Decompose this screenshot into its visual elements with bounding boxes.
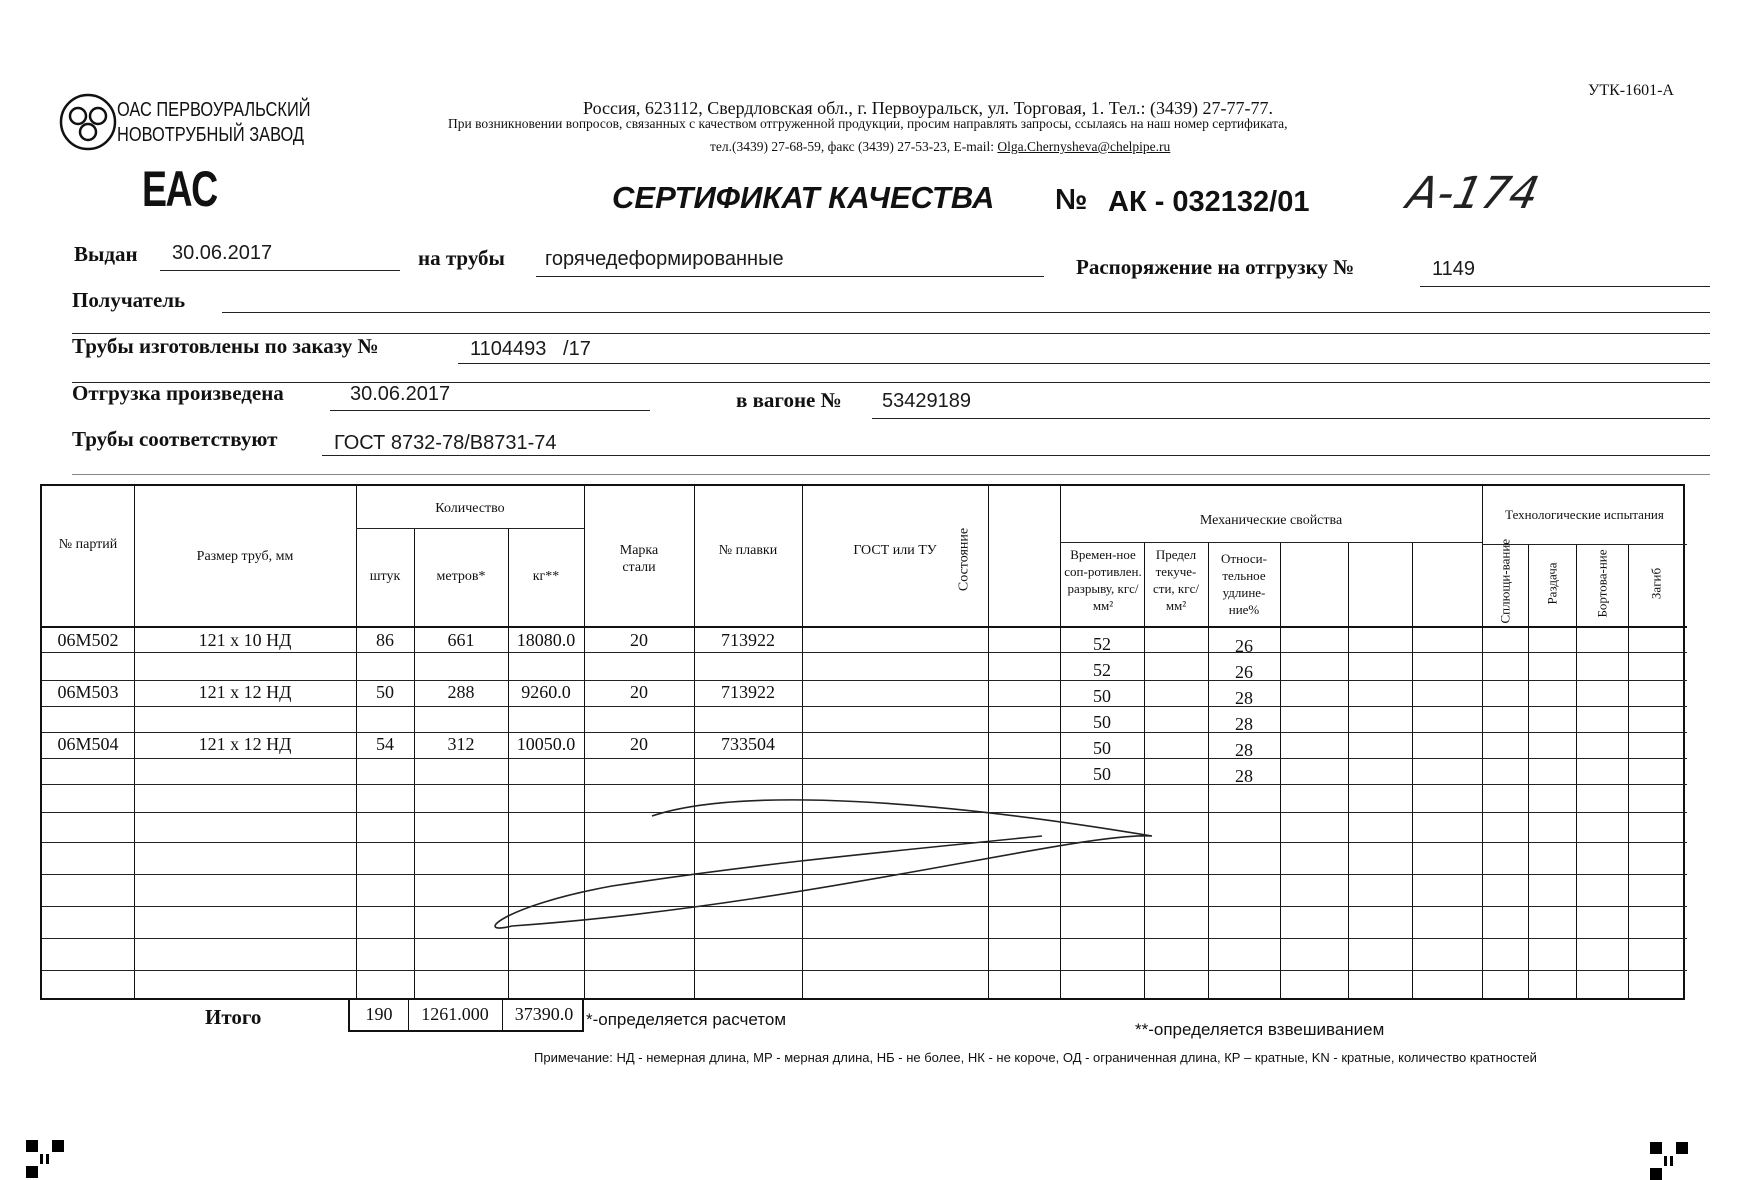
header-tensile: Времен-ное соп-ротивлен. разрыву, кгс/мм² — [1064, 547, 1142, 613]
cell-heat: 733504 — [721, 734, 775, 754]
contact-line-2: тел.(3439) 27-68-59, факс (3439) 27-53-23, E-mail: Olga.Chernysheva@chelpipe.ru — [710, 139, 1171, 154]
comply-value: ГОСТ 8732-78/В8731-74 — [334, 432, 557, 454]
header-gost: ГОСТ или ТУ — [853, 543, 937, 558]
cell-pcs: 86 — [376, 630, 394, 650]
cell-size: 121 х 10 НД — [198, 630, 292, 650]
cell-heat: 713922 — [721, 682, 775, 702]
header-flatten: Сплющи-вание — [1497, 538, 1513, 624]
cell-steel: 20 — [630, 734, 648, 754]
cell-elongation: 28 — [1235, 740, 1253, 760]
order-value: 1149 — [1432, 258, 1476, 280]
contact-email[interactable]: Olga.Chernysheva@chelpipe.ru — [997, 139, 1171, 154]
cell-elongation: 26 — [1235, 662, 1253, 682]
doc-code: УТК-1601-А — [1588, 82, 1674, 99]
cell-party: 06М502 — [57, 630, 119, 650]
cell-kg: 18080.0 — [516, 630, 576, 650]
cell-kg: 9260.0 — [521, 682, 571, 702]
recipient-label: Получатель — [72, 288, 186, 312]
cell-kg: 10050.0 — [516, 734, 576, 754]
qr-code-right-icon — [1650, 1142, 1688, 1180]
cell-meters: 661 — [447, 630, 475, 650]
wagon-value: 53429189 — [882, 390, 971, 412]
pipes-value: горячедеформированные — [545, 248, 784, 270]
cell-tensile: 52 — [1093, 634, 1111, 654]
header-kg: кг** — [532, 569, 560, 584]
cell-elongation: 28 — [1235, 766, 1253, 786]
header-expand: Раздача — [1544, 562, 1560, 605]
company-logo-icon — [58, 92, 118, 152]
pipes-label: на трубы — [418, 246, 505, 270]
total-kg: 37390.0 — [514, 1004, 574, 1024]
cell-steel: 20 — [630, 630, 648, 650]
note-calc: *-определяется расчетом — [586, 1010, 787, 1029]
cell-meters: 312 — [447, 734, 475, 754]
eac-mark: EAC — [142, 161, 217, 217]
qr-code-left-icon — [26, 1140, 64, 1178]
handwritten-mark: A-174 — [1402, 168, 1544, 219]
address: Россия, 623112, Свердловская обл., г. Первоуральск, ул. Торговая, 1. Тел.: (3439) 27-77-77. — [583, 98, 1274, 118]
header-party: № партий — [58, 537, 118, 552]
total-box — [348, 998, 584, 1032]
cell-tensile: 52 — [1093, 660, 1111, 680]
certificate-number: АК - 032132/01 — [1108, 186, 1310, 218]
cross-out-scribble — [42, 486, 1687, 1002]
certificate-title: СЕРТИФИКАТ КАЧЕСТВА — [612, 180, 995, 215]
total-meters: 1261.000 — [421, 1004, 489, 1024]
cell-party: 06М504 — [57, 734, 119, 754]
cell-steel: 20 — [630, 682, 648, 702]
header-state: Состояние — [956, 527, 972, 592]
total-label: Итого — [205, 1005, 262, 1029]
note-weigh: **-определяется взвешиванием — [1135, 1020, 1385, 1039]
cell-tensile: 50 — [1093, 712, 1111, 732]
total-pcs: 190 — [365, 1004, 393, 1024]
cell-meters: 288 — [447, 682, 475, 702]
header-mech: Механические свойства — [1199, 513, 1343, 528]
header-tech: Технологические испытания — [1505, 507, 1664, 522]
cell-pcs: 54 — [376, 734, 394, 754]
cell-heat: 713922 — [721, 630, 775, 650]
remark: Примечание: НД - немерная длина, МР - мерная длина, НБ - не более, НК - не короче, ОД - ограниченная длина, КР – кратные, KN - кратные, количество кратностей — [534, 1050, 1537, 1065]
cell-elongation: 28 — [1235, 714, 1253, 734]
cell-pcs: 50 — [376, 682, 394, 702]
cell-tensile: 50 — [1093, 764, 1111, 784]
number-sign: № — [1055, 184, 1088, 216]
cell-size: 121 х 12 НД — [198, 682, 292, 702]
shipped-label: Отгрузка произведена — [72, 381, 284, 405]
cell-party: 06М503 — [57, 682, 119, 702]
cell-tensile: 50 — [1093, 738, 1111, 758]
shipped-value: 30.06.2017 — [350, 383, 451, 405]
contact-line-1: При возникновении вопросов, связанных с качеством отгруженной продукции, просим направлять запросы, ссылаясь на наш номер сертификата, — [448, 116, 1288, 131]
made-label: Трубы изготовлены по заказу № — [72, 334, 379, 358]
header-heat: № плавки — [718, 543, 778, 558]
header-bend: Загиб — [1648, 567, 1664, 600]
cell-size: 121 х 12 НД — [198, 734, 292, 754]
cell-elongation: 28 — [1235, 688, 1253, 708]
made-value: 1104493 /17 — [470, 338, 591, 360]
header-quantity: Количество — [435, 501, 505, 516]
header-flange: Бортова-ние — [1594, 549, 1610, 618]
wagon-label: в вагоне № — [736, 388, 842, 412]
header-size: Размер труб, мм — [196, 549, 294, 564]
cell-elongation: 26 — [1235, 636, 1253, 656]
company-name: ОАС ПЕРВОУРАЛЬСКИЙ НОВОТРУБНЫЙ ЗАВОД — [117, 99, 311, 146]
header-elong: Относи-тельное удлине-ние% — [1221, 551, 1267, 617]
header-meters: метров* — [436, 569, 486, 584]
quality-table — [40, 484, 1685, 1000]
comply-label: Трубы соответствуют — [72, 427, 278, 451]
header-steel: Марка стали — [619, 543, 659, 575]
header-yield: Предел текуче-сти, кгс/мм² — [1153, 547, 1199, 613]
cell-tensile: 50 — [1093, 686, 1111, 706]
header-pcs: штук — [369, 569, 401, 584]
order-label: Распоряжение на отгрузку № — [1076, 255, 1355, 279]
issued-label: Выдан — [74, 242, 138, 266]
issued-value: 30.06.2017 — [172, 242, 273, 264]
